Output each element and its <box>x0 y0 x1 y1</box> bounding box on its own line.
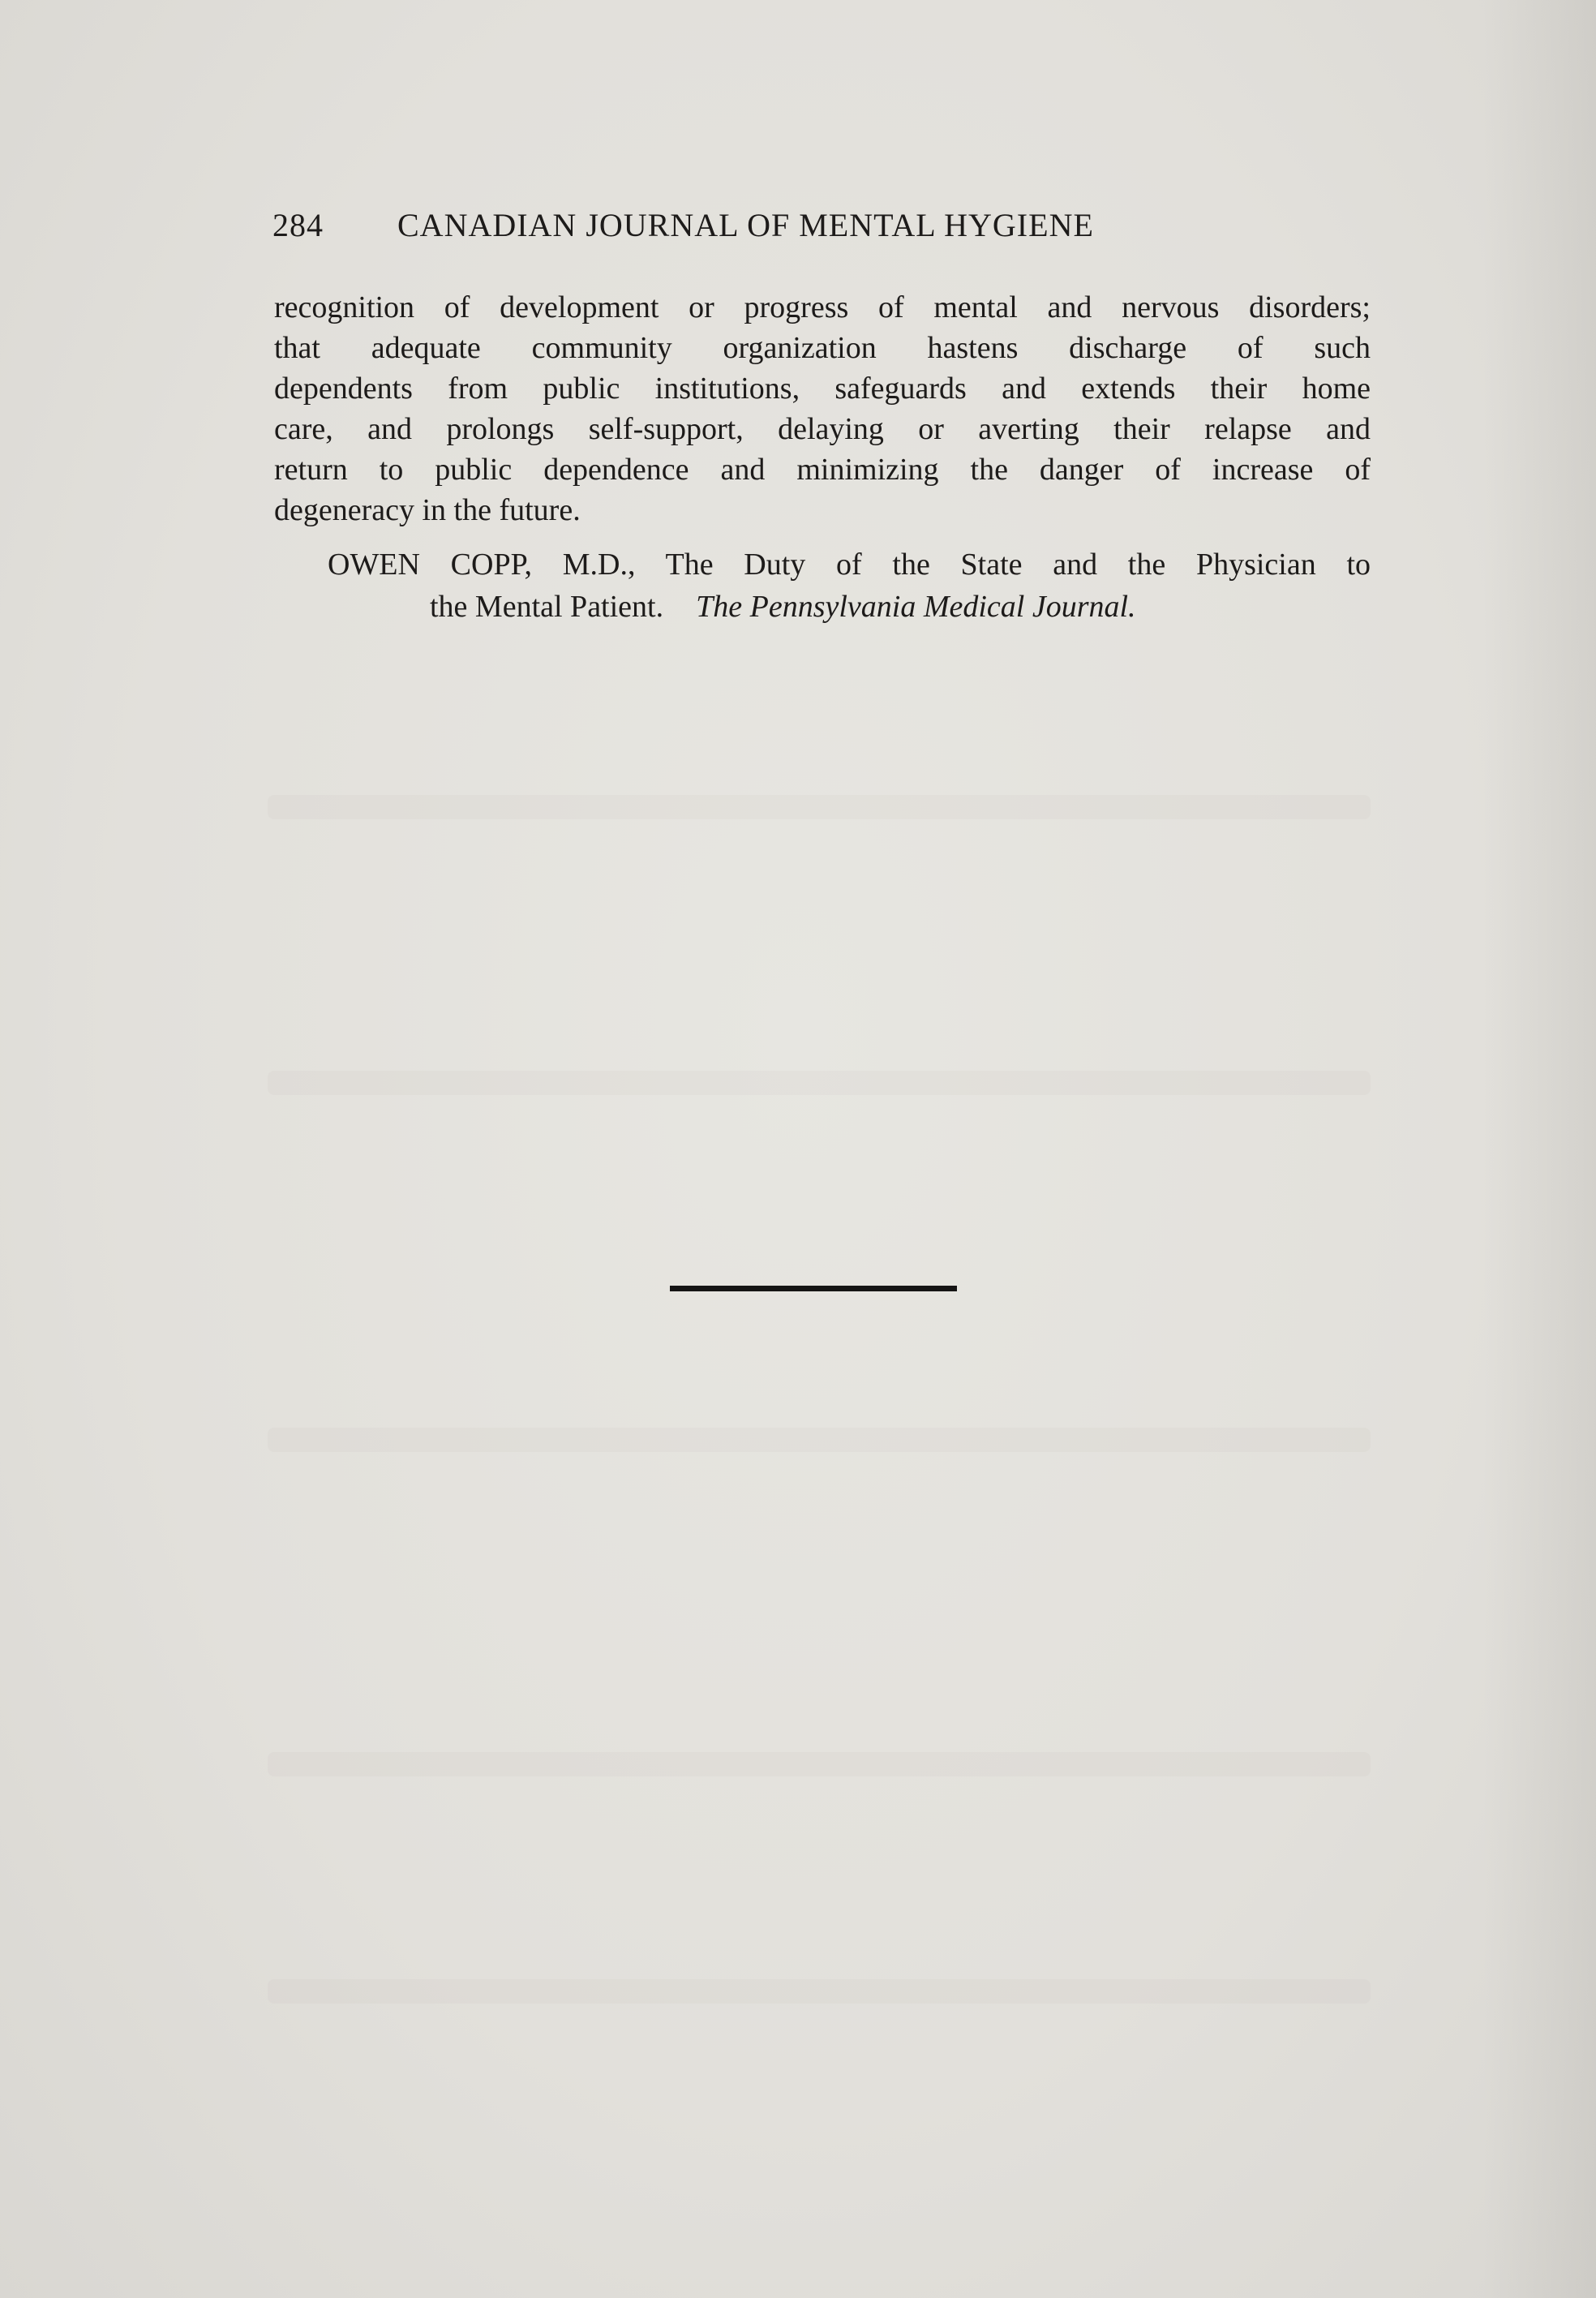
citation-title-end: the Mental Patient. <box>430 590 664 624</box>
citation-author-title: OWEN COPP, M.D., The Duty of the State and the Physician to <box>328 548 1371 582</box>
paragraph-line: care, and prolongs self-support, delaying or averting their relapse and <box>274 412 1371 446</box>
body-paragraph <box>274 287 1371 530</box>
show-through-band <box>268 1752 1371 1776</box>
show-through-band <box>268 1071 1371 1095</box>
show-through-band <box>268 1428 1371 1452</box>
section-rule <box>670 1286 957 1291</box>
citation-continued <box>274 586 1371 628</box>
page-edge-shadow <box>1482 0 1596 2298</box>
show-through-band <box>268 1979 1371 2004</box>
citation <box>274 543 1371 628</box>
paragraph-line: return to public dependence and minimizing the danger of increase of <box>274 453 1371 487</box>
paragraph-line: recognition of development or progress of mental and nervous disorders; <box>274 290 1371 324</box>
journal-title: CANADIAN JOURNAL OF MENTAL HYGIENE <box>397 207 1094 243</box>
running-header <box>272 206 1375 251</box>
paragraph-line: that adequate community organization hastens discharge of such <box>274 331 1371 365</box>
paragraph-line: dependents from public institutions, safeguards and extends their home <box>274 372 1371 406</box>
citation-journal: The Pennsylvania Medical Journal. <box>696 590 1136 624</box>
paragraph-line: degeneracy in the future. <box>274 493 581 527</box>
page-number: 284 <box>272 207 324 243</box>
show-through-band <box>268 795 1371 819</box>
